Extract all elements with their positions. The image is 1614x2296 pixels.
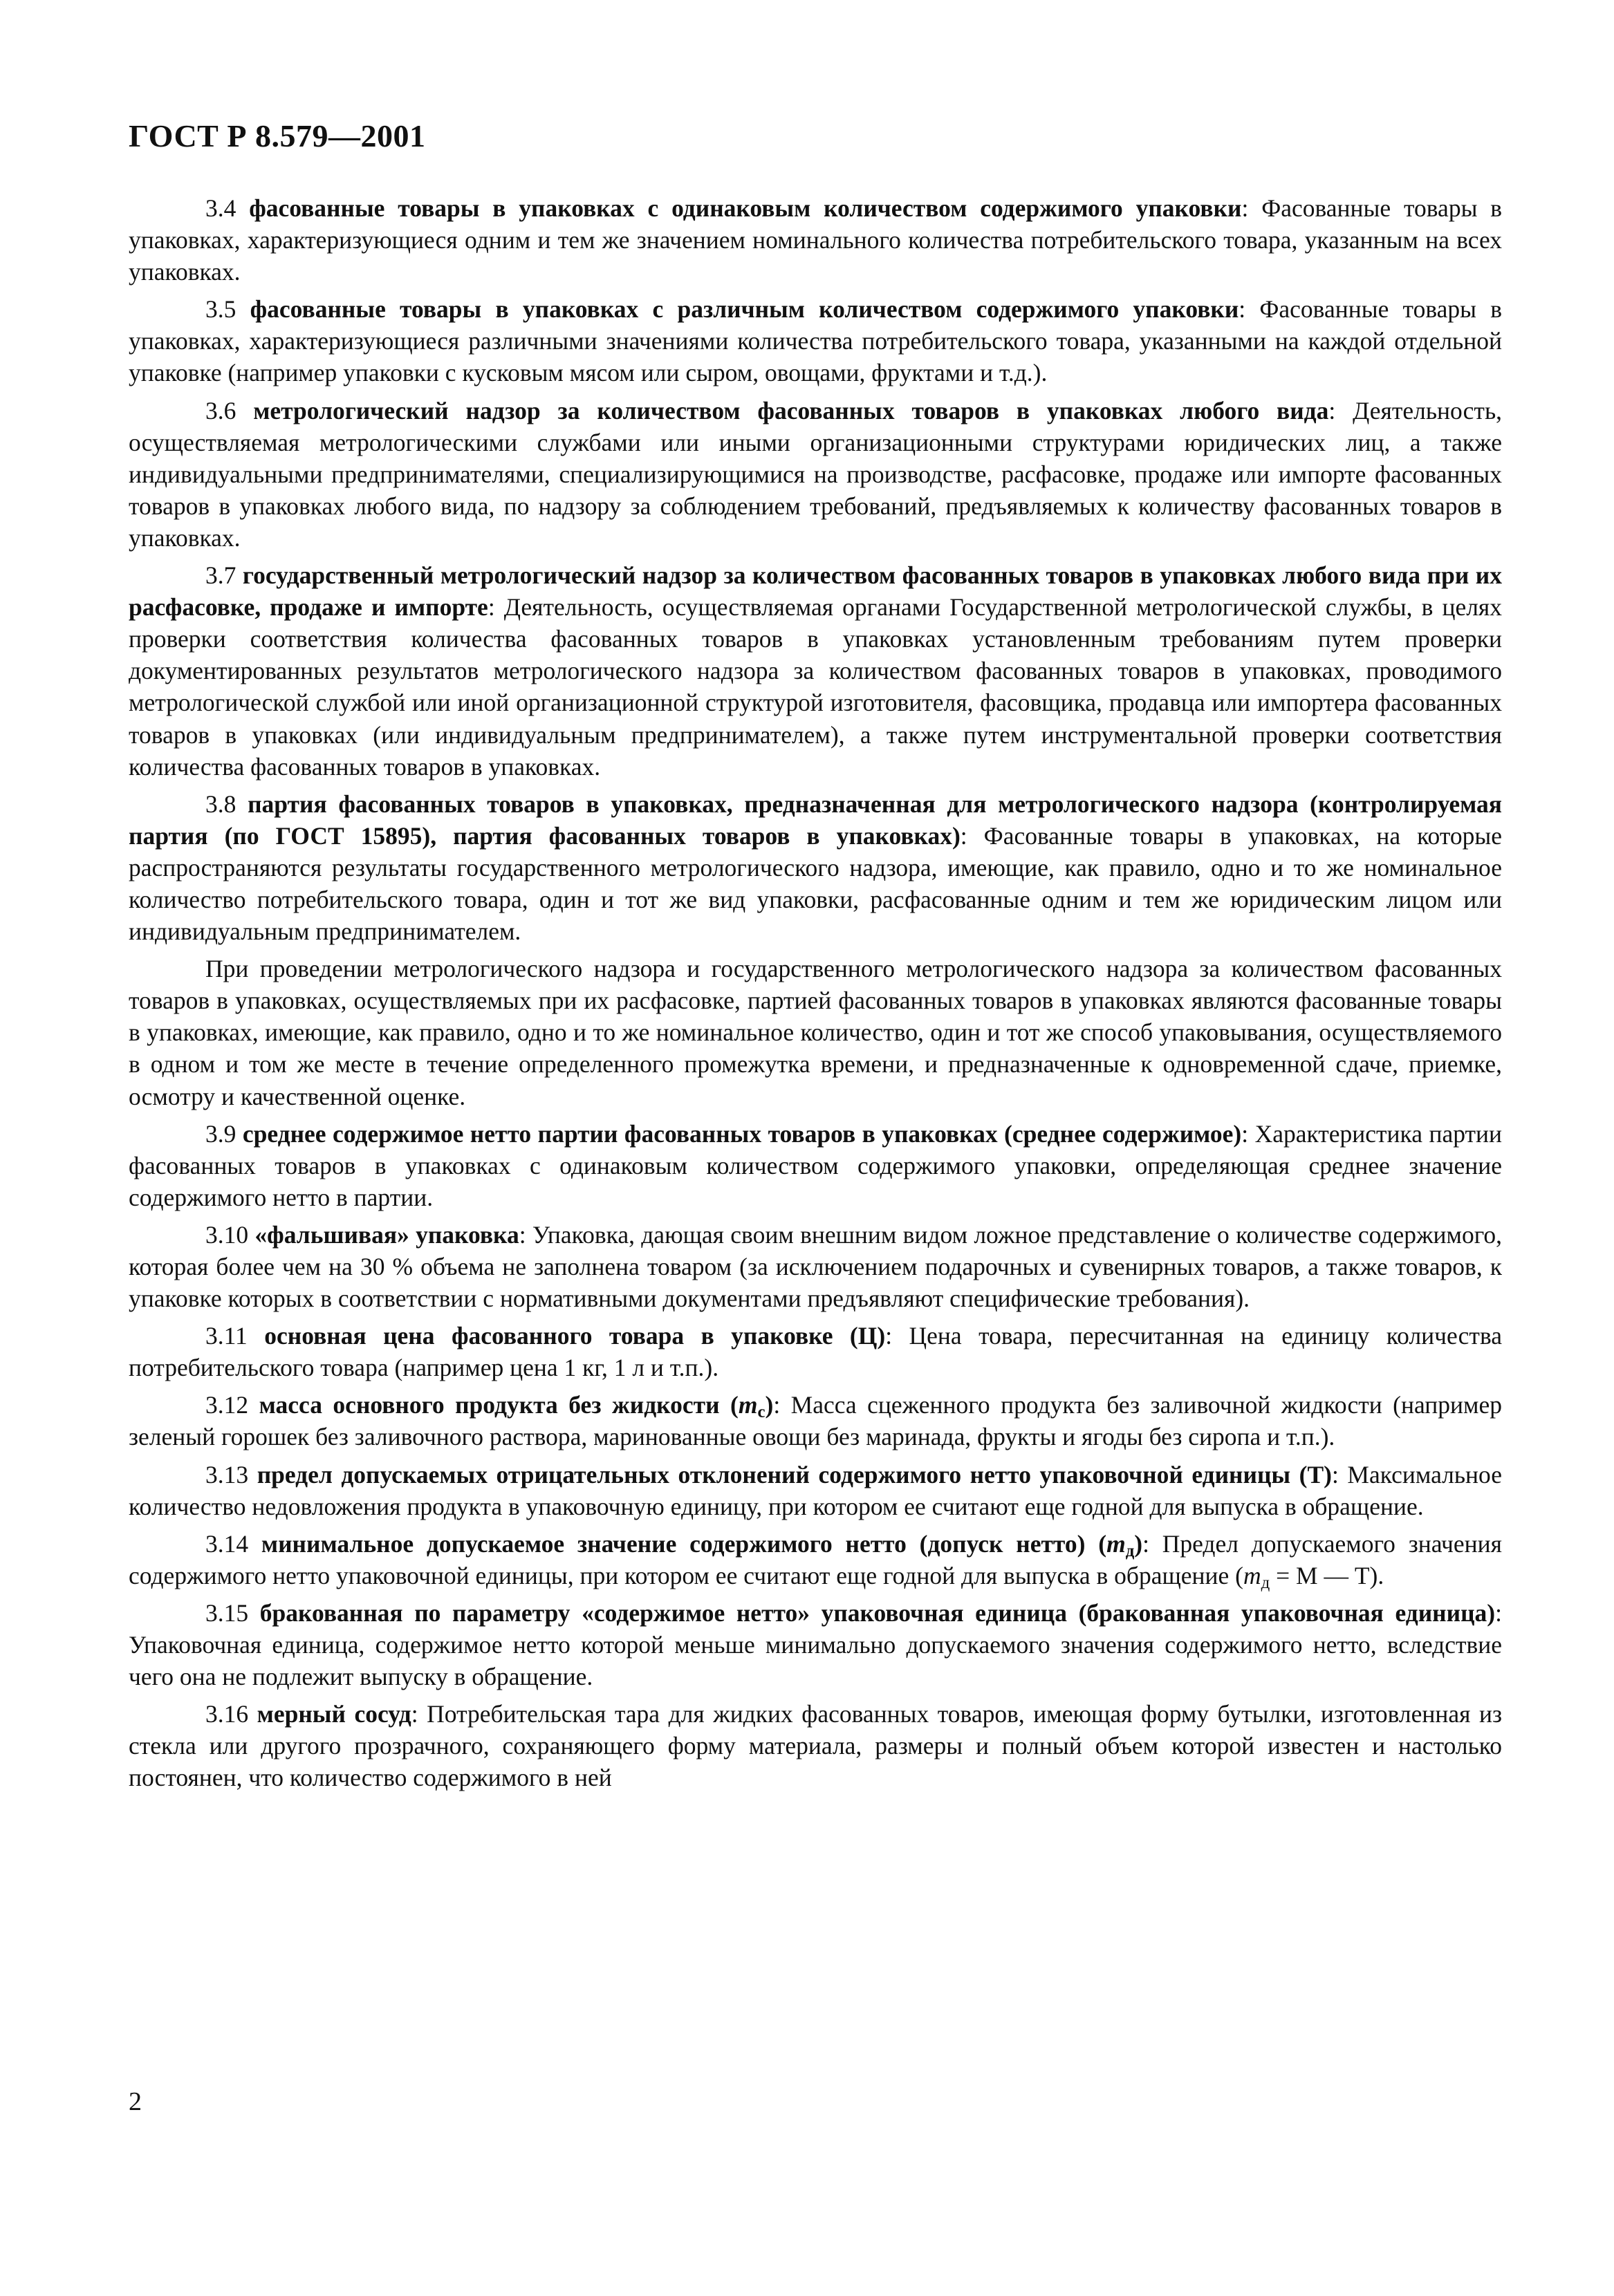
formula-end: = М — Т).: [1270, 1561, 1384, 1589]
definition-text: Предел допускаемого значения содержимого нетто упаковочной единицы, при котором ее считают еще годной для выпуска в обращение (: [129, 1529, 1502, 1589]
document-body: [129, 192, 1502, 1800]
definition-text: Упаковка, дающая своим внешним видом ложное представление о количестве содержимого, которая более чем на 30 % объема не заполнена товаром (за исключением подарочных и сувенирных товаров, а также товаров, к упаковке которых в соответствии с нормативными документами предъявляют специфические требования).: [129, 1220, 1502, 1313]
term: государственный метрологический надзор за количеством фасованных товаров в упаковках любого вида при их расфасовке, продаже и импорте: [129, 561, 1503, 622]
definition-3-14: 3.14 минимальное допускаемое значение содержимого нетто (допуск нетто) $(m_д)$: Предел допускаемого значения содержимого нетто упаковочной единицы, при котором ее считают еще годной для выпуска в обращение ($m_д = М$ — Т).: [129, 1529, 1502, 1593]
definition-3-16: 3.16 мерный сосуд: Потребительская тара для жидких фасованных товаров, имеющая форму бутылки, изготовленная из стекла или другого прозрачного, сохраняющего форму материала, размеры и полный объем которой известен и настолько постоянен, что количество содержимого в ней: [129, 1700, 1502, 1792]
definition-3-15: 3.15 бракованная по параметру «содержимое нетто» упаковочная единица (бракованная упаковочная единица): Упаковочная единица, содержимое нетто которой меньше минимально допускаемого значения содержимого нетто, вследствие чего она не подлежит выпуску в обращение.: [129, 1598, 1502, 1691]
clause-number: 3.11: [205, 1322, 248, 1350]
clause-number: 3.12: [205, 1391, 249, 1419]
clause-number: 3.13: [205, 1460, 249, 1488]
term-end: ): [765, 1391, 774, 1419]
term: метрологический надзор за количеством фасованных товаров в упаковках любого вида: [253, 396, 1329, 424]
clause-number: 3.9: [205, 1119, 236, 1148]
clause-number: 3.15: [205, 1598, 249, 1627]
term-text: масса основного продукта без жидкости (: [259, 1391, 739, 1419]
term: партия фасованных товаров в упаковках, предназначенная для метрологического надзора (контролируемая партия (по ГОСТ 15895), партия фасованных товаров в упаковках): [129, 790, 1503, 850]
term: бракованная по параметру «содержимое нетто» упаковочная единица (бракованная упаковочная единица): [259, 1598, 1496, 1627]
clause-number: 3.10: [205, 1220, 249, 1249]
term-end: ): [1134, 1529, 1143, 1558]
definition-text: Упаковочная единица, содержимое нетто которой меньше минимально допускаемого значения содержимого нетто, вследствие чего она не подлежит выпуску в обращение.: [129, 1631, 1502, 1691]
symbol: m: [1243, 1561, 1261, 1589]
definition-text: Деятельность, осуществляемая метрологическими службами или иными организационными структурами юридических лиц, а также индивидуальными предпринимателями, специализирующимися на производстве, расфасовке, продаже или импорте фасованных товаров в упаковках любого вида, по надзору за соблюдением требований, предъявляемых к количеству фасованных товаров в упаковках.: [129, 396, 1503, 552]
definition-text: Фасованные товары в упаковках, характеризующиеся различными значениями количества потребительского товара, указанными на каждой отдельной упаковке (например упаковки с кусковым мясом или сыром, овощами, фруктами и т.д.).: [129, 295, 1502, 387]
clause-number: 3.6: [205, 396, 236, 424]
definition-3-7: 3.7 государственный метрологический надзор за количеством фасованных товаров в упаковках любого вида при их расфасовке, продаже и импорте: Деятельность, осуществляемая органами Государственной метрологической службы, в целях проверки соответствия количества фасованных товаров в упаковках установленным требованиям путем проверки документированных результатов метрологического надзора за количеством фасованных товаров в упаковках, проводимого метрологической службой или иной организационной структурой изготовителя, фасовщика, продавца или импортера фасованных товаров в упаковках (или индивидуальным предпринимателем), а также путем инструментальной проверки соответствия количества фасованных товаров в упаковках.: [129, 561, 1503, 781]
definition-3-11: 3.11 основная цена фасованного товара в упаковке (Ц): Цена товара, пересчитанная на единицу количества потребительского товара (например цена 1 кг, 1 л и т.п.).: [129, 1322, 1502, 1382]
definition-text: Деятельность, осуществляемая органами Государственной метрологической службы, в целях проверки соответствия количества фасованных товаров в упаковках установленным требованиям путем проверки документированных результатов метрологического надзора за количеством фасованных товаров в упаковках, проводимого метрологической службой или иной организационной структурой изготовителя, фасовщика, продавца или импортера фасованных товаров в упаковках (или индивидуальным предпринимателем), а также путем инструментальной проверки соответствия количества фасованных товаров в упаковках.: [129, 593, 1502, 781]
term: [259, 1391, 774, 1422]
term: [261, 1530, 1142, 1558]
symbol: m: [1106, 1529, 1126, 1558]
term: среднее содержимое нетто партии фасованных товаров в упаковках (среднее содержимое): [242, 1119, 1242, 1148]
symbol-subscript: c: [757, 1403, 766, 1422]
term: фасованные товары в упаковках с одинаковым количеством содержимого упаковки: [249, 194, 1242, 222]
paragraph-note: [129, 953, 1502, 1112]
definition-3-13: 3.13 предел допускаемых отрицательных отклонений содержимого нетто упаковочной единицы (Т): Максимальное количество недовложения продукта в упаковочную единицу, при котором ее считают еще годной для выпуска в обращение.: [129, 1460, 1502, 1520]
definition-3-9: 3.9 среднее содержимое нетто партии фасованных товаров в упаковках (среднее содержимое): Характеристика партии фасованных товаров в упаковках с одинаковым количеством содержимого упаковки, определяющая среднее значение содержимого нетто в партии.: [129, 1119, 1502, 1211]
definition-text: Масса сцеженного продукта без заливочной жидкости (например зеленый горошек без заливочного раствора, маринованные овощи без маринада, фрукты и ягоды без сиропа и т.п.).: [129, 1391, 1503, 1451]
clause-number: 3.5: [205, 295, 236, 324]
definition-3-4: 3.4 фасованные товары в упаковках с одинаковым количеством содержимого упаковки: Фасованные товары в упаковках, характеризующиеся одним и тем же значением номинального количества потребительского товара, указанным на всех упаковках.: [129, 194, 1502, 286]
definition-text: Потребительская тара для жидких фасованных товаров, имеющая форму бутылки, изготовленная из стекла или другого прозрачного, сохраняющего форму материала, размеры и полный объем которой известен и настолько постоянен, что количество содержимого в ней: [129, 1700, 1502, 1792]
symbol: m: [738, 1391, 758, 1419]
clause-number: 3.7: [205, 561, 236, 590]
page-number: 2: [129, 2087, 142, 2116]
term: «фальшивая» упаковка: [254, 1220, 519, 1249]
paragraph-text: При проведении метрологического надзора и государственного метрологического надзора за количеством фасованных товаров в упаковках, осуществляемых при их расфасовке, партией фасованных товаров в упаковках являются фасованные товары в упаковках, имеющие, как правило, одно и то же номинальное количество, один и тот же способ упаковывания, осуществляемого в одном и том же месте в течение определенного промежутка времени, и предназначенные к одновременной сдаче, приемке, осмотру и качественной оценке.: [129, 955, 1502, 1110]
definition-text: Характеристика партии фасованных товаров в упаковках с одинаковым количеством содержимого упаковки, определяющая среднее значение содержимого нетто в партии.: [129, 1119, 1502, 1211]
definition-text: Максимальное количество недовложения продукта в упаковочную единицу, при котором ее считают еще годной для выпуска в обращение.: [129, 1460, 1502, 1520]
clause-number: 3.4: [205, 194, 236, 222]
definition-text: Цена товара, пересчитанная на единицу количества потребительского товара (например цена 1 кг, 1 л и т.п.).: [129, 1322, 1502, 1382]
definition-3-6: 3.6 метрологический надзор за количеством фасованных товаров в упаковках любого вида: Деятельность, осуществляемая метрологическими службами или иными организационными структурами юридических лиц, а также индивидуальными предпринимателями, специализирующимися на производстве, расфасовке, продаже или импорте фасованных товаров в упаковках любого вида, по надзору за соблюдением требований, предъявляемых к количеству фасованных товаров в упаковках.: [129, 396, 1503, 552]
definition-3-12: 3.12 масса основного продукта без жидкости $(m_c)$: Масса сцеженного продукта без заливочной жидкости (например зеленый горошек без заливочного раствора, маринованные овощи без маринада, фрукты и ягоды без сиропа и т.п.).: [129, 1391, 1503, 1451]
clause-number: 3.16: [205, 1700, 249, 1728]
clause-number: 3.8: [205, 790, 236, 818]
term: предел допускаемых отрицательных отклонений содержимого нетто упаковочной единицы (Т): [257, 1460, 1332, 1488]
symbol-subscript: д: [1261, 1574, 1270, 1593]
term: фасованные товары в упаковках с различным количеством содержимого упаковки: [250, 295, 1239, 324]
definition-3-8: 3.8 партия фасованных товаров в упаковках, предназначенная для метрологического надзора (контролируемая партия (по ГОСТ 15895), партия фасованных товаров в упаковках): Фасованные товары в упаковках, на которые распространяются результаты государственного метрологического надзора, имеющие, как правило, одно и то же номинальное количество потребительского товара, один и тот же вид упаковки, расфасованные одним и тем же юридическим лицом или индивидуальным предпринимателем.: [129, 790, 1503, 946]
term: мерный сосуд: [257, 1700, 411, 1728]
definition-text: Фасованные товары в упаковках, на которые распространяются результаты государственного метрологического надзора, имеющие, как правило, одно и то же номинальное количество потребительского товара, один и тот же вид упаковки, расфасованные одним и тем же юридическим лицом или индивидуальным предпринимателем.: [129, 821, 1502, 946]
definition-3-10: 3.10 «фальшивая» упаковка: Упаковка, дающая своим внешним видом ложное представление о количестве содержимого, которая более чем на 30 % объема не заполнена товаром (за исключением подарочных и сувенирных товаров, а также товаров, к упаковке которых в соответствии с нормативными документами предъявляют специфические требования).: [129, 1220, 1502, 1313]
symbol-subscript: д: [1125, 1541, 1135, 1560]
term-text: минимальное допускаемое значение содержимого нетто (допуск нетто) (: [261, 1529, 1107, 1558]
definition-3-5: 3.5 фасованные товары в упаковках с различным количеством содержимого упаковки: Фасованные товары в упаковках, характеризующиеся различными значениями количества потребительского товара, указанными на каждой отдельной упаковке (например упаковки с кусковым мясом или сыром, овощами, фруктами и т.д.).: [129, 295, 1502, 387]
clause-number: 3.14: [205, 1529, 249, 1558]
document-header: ГОСТ Р 8.579—2001: [129, 118, 426, 153]
term: основная цена фасованного товара в упаковке (Ц): [264, 1322, 886, 1350]
definition-text: Фасованные товары в упаковках, характеризующиеся одним и тем же значением номинального количества потребительского товара, указанным на всех упаковках.: [129, 194, 1502, 286]
